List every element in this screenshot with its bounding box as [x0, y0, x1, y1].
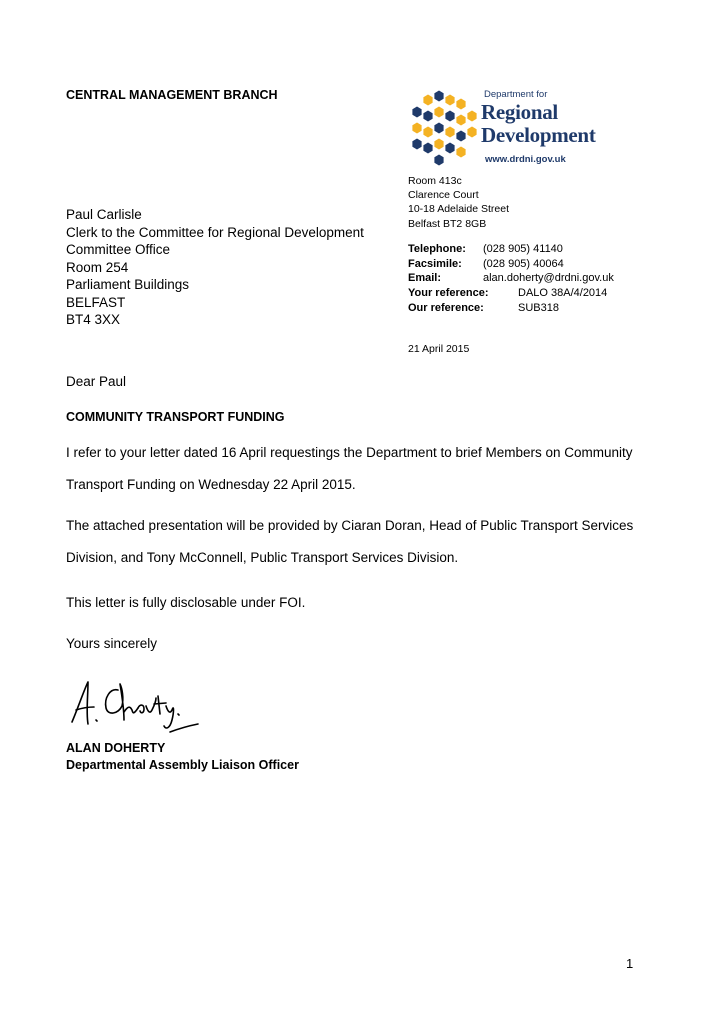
sender-address [408, 174, 509, 231]
hexagon-cluster-icon [408, 88, 482, 166]
salutation: Dear Paul [66, 374, 127, 389]
address-line: Clarence Court [408, 189, 479, 202]
email-value[interactable]: alan.doherty@drdni.gov.uk [483, 272, 614, 284]
page-number: 1 [626, 956, 634, 971]
logo-url: www.drdni.gov.uk [485, 154, 566, 165]
signer-name: ALAN DOHERTY [66, 741, 166, 755]
email-label: Email: [408, 272, 442, 284]
letter-date: 21 April 2015 [408, 343, 470, 355]
subject-heading: COMMUNITY TRANSPORT FUNDING [66, 410, 285, 424]
signer-block [66, 740, 299, 774]
signer-title: Departmental Assembly Liaison Officer [66, 758, 299, 772]
recipient-line: BELFAST [66, 294, 126, 310]
department-logo [408, 88, 612, 168]
body-paragraph: This letter is fully disclosable under FOI. [66, 595, 306, 610]
address-line: 10-18 Adelaide Street [408, 203, 509, 216]
facsimile-value: (028 905) 40064 [483, 257, 564, 270]
address-line: Room 413c [408, 175, 462, 187]
recipient-line: BT4 3XX [66, 312, 121, 327]
logo-name-line1: Regional [481, 100, 558, 124]
recipient-line: Parliament Buildings [66, 277, 190, 292]
recipient-line: Committee Office [66, 242, 171, 257]
recipient-line: Room 254 [66, 259, 129, 275]
recipient-address [66, 206, 364, 329]
your-reference-label: Your reference: [408, 287, 489, 299]
address-line: Belfast BT2 8GB [408, 217, 487, 230]
telephone-label: Telephone: [408, 243, 466, 255]
reference-block [408, 286, 607, 315]
telephone-value: (028 905) 41140 [483, 243, 563, 255]
contact-block [408, 242, 614, 286]
your-reference-value: DALO 38A/4/2014 [518, 287, 608, 299]
body-paragraph: I refer to your letter dated 16 April requestings the Department to brief Members on Community Transport Funding on Wednesday 22 April 2015. [66, 445, 633, 492]
logo-name-line2: Development [481, 123, 596, 147]
closing: Yours sincerely [66, 636, 158, 651]
recipient-line: Paul Carlisle [66, 207, 142, 222]
branch-heading: CENTRAL MANAGEMENT BRANCH [66, 88, 278, 102]
signature-image [66, 676, 206, 734]
logo-department-for: Department for [484, 89, 548, 100]
facsimile-label: Facsimile: [408, 257, 462, 270]
our-reference-label: Our reference: [408, 301, 484, 314]
our-reference-value: SUB318 [518, 301, 559, 314]
recipient-line: Clerk to the Committee for Regional Development [66, 224, 364, 240]
body-paragraph: The attached presentation will be provided by Ciaran Doran, Head of Public Transport Services Division, and Tony McConnell, Public Transport Services Division. [66, 518, 634, 565]
